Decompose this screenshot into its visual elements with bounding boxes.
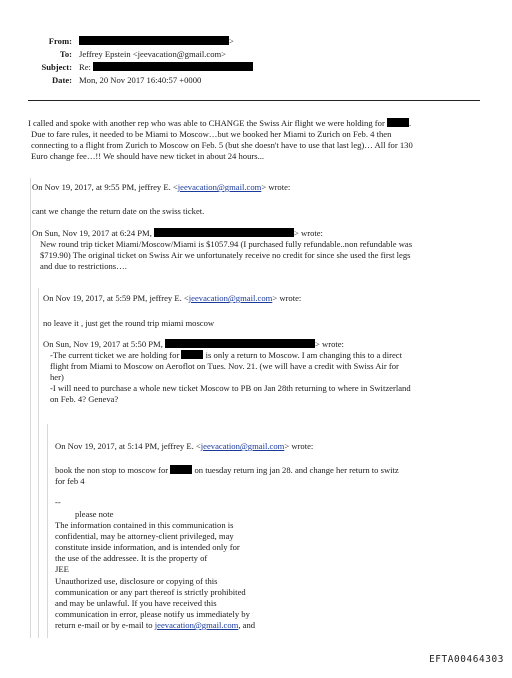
- email-link[interactable]: jeevacation@gmail.com: [188, 293, 273, 303]
- date-value: Mon, 20 Nov 2017 16:40:57 +0000: [79, 75, 202, 85]
- quote-3-text: no leave it , just get the round trip miami moscow: [43, 318, 215, 328]
- signature-dashes: --: [55, 497, 61, 507]
- top-message-line-1: I called and spoke with another rep who was able to CHANGE the Swiss Air flight we were holding for .: [28, 118, 412, 128]
- quote-1-text: cant we change the return date on the swiss ticket.: [32, 206, 205, 216]
- redaction-bar: [170, 465, 192, 474]
- redaction-bar: [154, 228, 294, 237]
- quote-4-line-4: -I will need to purchase a whole new ticket Moscow to PB on Jan 28th returning to where in Switzerland: [50, 383, 411, 393]
- top-message-line-2: Due to fare rules, it needed to be Miami to Moscow…but we booked her Miami to Zurich on Feb. 4 then: [31, 129, 392, 139]
- to-label: To:: [59, 49, 72, 59]
- to-value: Jeffrey Epstein <jeevacation@gmail.com>: [79, 49, 227, 59]
- quote-bar: [30, 178, 31, 638]
- disclaimer-line: Unauthorized use, disclosure or copying of this: [55, 576, 218, 586]
- quote-4-line-1: -The current ticket we are holding for is only a return to Moscow. I am changing this to a direct: [50, 350, 402, 360]
- disclaimer-line: JEE: [55, 564, 69, 574]
- redaction-bar: [181, 350, 203, 359]
- subject-label: Subject:: [41, 62, 72, 72]
- quote-2-line-3: and due to restrictions….: [40, 261, 127, 271]
- date-label: Date:: [51, 75, 72, 85]
- quote-5-line-2: for feb 4: [55, 476, 85, 486]
- quote-bar: [47, 424, 48, 638]
- quote-bar: [38, 288, 39, 638]
- disclaimer-line: The information contained in this communication is: [55, 520, 234, 530]
- redaction-bar: [165, 339, 315, 348]
- from-value: >: [79, 36, 234, 47]
- quote-4-line-5: on Feb. 4? Geneva?: [50, 394, 119, 404]
- header-divider: [28, 100, 480, 101]
- redaction-bar: [387, 118, 409, 127]
- email-link[interactable]: jeevacation@gmail.com: [177, 182, 262, 192]
- disclaimer-line: constitute inside information, and is intended only for: [55, 542, 240, 552]
- redaction-bar: [93, 62, 253, 71]
- document-id: EFTA00464303: [429, 654, 504, 666]
- disclaimer-line: the use of the addressee. It is the property of: [55, 553, 208, 563]
- top-message-line-4: Euro change fee…!! We should have new ticket in about 24 hours...: [31, 151, 265, 161]
- disclaimer-line: communication in error, please notify us immediately by: [55, 609, 250, 619]
- quote-2-attribution: On Sun, Nov 19, 2017 at 6:24 PM, > wrote:: [32, 228, 323, 238]
- disclaimer-line-last: return e-mail or by e-mail to jeevacation@gmail.com, and: [55, 620, 256, 630]
- quote-2-line-2: $719.90) The original ticket on Swiss Air we unfortunately receive no credit for since she used the first legs: [40, 250, 411, 260]
- disclaimer-line: confidential, may be attorney-client privileged, may: [55, 531, 234, 541]
- quote-5-attribution: On Nov 19, 2017, at 5:14 PM, jeffrey E. <jeevacation@gmail.com> wrote:: [55, 441, 314, 451]
- quote-5-line-1: book the non stop to moscow for on tuesday return ing jan 28. and change her return to switz: [55, 465, 399, 475]
- disclaimer-line: communication or any part thereof is strictly prohibited: [55, 587, 246, 597]
- quote-4-attribution: On Sun, Nov 19, 2017 at 5:50 PM, > wrote:: [43, 339, 344, 349]
- quote-3-attribution: On Nov 19, 2017, at 5:59 PM, jeffrey E. <jeevacation@gmail.com> wrote:: [43, 293, 302, 303]
- email-link[interactable]: jeevacation@gmail.com: [200, 441, 285, 451]
- redaction-bar: [79, 36, 229, 45]
- quote-4-line-2: flight from Miami to Moscow on Aeroflot on Tues. Nov. 21. (we will have a credit with Swiss Air for: [50, 361, 399, 371]
- please-note: please note: [75, 509, 114, 519]
- email-link[interactable]: jeevacation@gmail.com: [154, 620, 239, 630]
- from-label: From:: [48, 36, 72, 46]
- quote-4-line-3: her): [50, 372, 64, 382]
- quote-1-attribution: On Nov 19, 2017, at 9:55 PM, jeffrey E. <jeevacation@gmail.com> wrote:: [32, 182, 291, 192]
- top-message-line-3: connecting to a flight from Zurich to Moscow on Feb. 5 (but she doesn't have to use that last leg)… All for 130: [31, 140, 413, 150]
- quote-2-line-1: New round trip ticket Miami/Moscow/Miami is $1057.94 (I purchased fully refundable..non refundable was: [40, 239, 413, 249]
- subject-value: Re:: [79, 62, 253, 73]
- disclaimer-line: and may be unlawful. If you have received this: [55, 598, 217, 608]
